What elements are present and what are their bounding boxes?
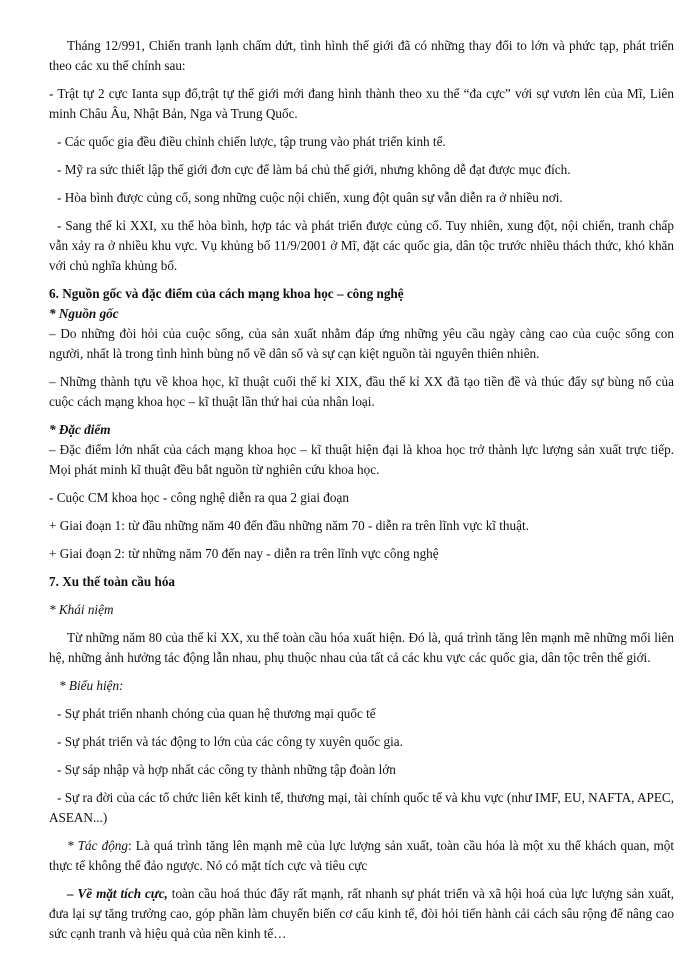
paragraph-intro: Tháng 12/991, Chiến tranh lạnh chấm dứt, tình hình thế giới đã có những thay đổi to lớn và phức tạp, phát triển theo các xu thế chính sau: xyxy=(49,38,674,73)
positive-text: toàn cầu hoá thúc đẩy rất mạnh, rất nhanh sự phát triển và xã hội hoá của lực lượng sản xuất, đưa lại sự tăng trưởng cao, góp phần làm chuyển biến cơ cấu kinh tế, đòi hỏi tiến hành cải cách sâu rộng để nâng cao sức cạnh tranh và hiệu quả của nền kinh tế… xyxy=(49,886,675,941)
manifest-item-2: - Sự phát triển và tác động to lớn của các công ty xuyên quốc gia. xyxy=(57,734,403,749)
manifest-label: * Biểu hiện: xyxy=(59,678,124,693)
origin-paragraph-2: – Những thành tựu về khoa học, kĩ thuật cuối thế kỉ XIX, đầu thế kỉ XX đã tạo tiền đề và thúc đẩy sự bùng nổ của cuộc cách mạng khoa học – kĩ thuật lần thứ hai của nhân loại. xyxy=(49,374,674,409)
stage-2: + Giai đoạn 2: từ những năm 70 đến nay - diễn ra trên lĩnh vực công nghệ xyxy=(49,546,439,561)
feature-label: * Đặc điểm xyxy=(49,422,111,437)
section-7-heading: 7. Xu thế toàn cầu hóa xyxy=(49,574,176,589)
paragraph-us-unipolar: - Mỹ ra sức thiết lập thế giới đơn cực để làm bá chủ thế giới, nhưng không dễ đạt được mục đích. xyxy=(57,162,571,177)
manifest-item-3: - Sự sáp nhập và hợp nhất các công ty thành những tập đoàn lớn xyxy=(57,762,396,777)
positive-paragraph xyxy=(49,884,674,944)
paragraph-peace: - Hòa bình được củng cố, song những cuộc nội chiến, xung đột quân sự vẫn diễn ra ở nhiều nơi. xyxy=(57,190,563,205)
impact-text: : Là quá trình tăng lên mạnh mẽ của lực lượng sản xuất, toàn cầu hóa là một xu thế khách quan, một thực tế không thể đảo ngược. Nó có mặt tích cực và tiêu cực xyxy=(49,838,675,873)
section-6-heading: 6. Nguồn gốc và đặc điểm của cách mạng khoa học – công nghệ xyxy=(49,286,404,301)
impact-paragraph xyxy=(49,836,674,876)
manifest-item-1: - Sự phát triển nhanh chóng của quan hệ thương mại quốc tế xyxy=(57,706,376,721)
paragraph-multipolar: - Trật tự 2 cực Ianta sụp đổ,trật tự thế giới mới đang hình thành theo xu thế “đa cực” với sự vươn lên của Mĩ, Liên minh Châu Âu, Nhật Bản, Nga và Trung Quốc. xyxy=(49,86,674,121)
paragraph-21st-century: - Sang thế kỉ XXI, xu thế hòa bình, hợp tác và phát triển được củng cố. Tuy nhiên, xung đột, nội chiến, tranh chấp vẫn xảy ra ở nhiều khu vực. Vụ khủng bố 11/9/2001 ở Mĩ, đặt các quốc gia, dân tộc trước nhiều thách thức, khó khăn với chủ nghĩa khủng bố. xyxy=(49,218,674,273)
paragraph-economy: - Các quốc gia đều điều chỉnh chiến lược, tập trung vào phát triển kinh tế. xyxy=(57,134,446,149)
concept-paragraph: Từ những năm 80 của thế kỉ XX, xu thế toàn cầu hóa xuất hiện. Đó là, quá trình tăng lên mạnh mẽ những mối liên hệ, những ảnh hưởng tác động lẫn nhau, phụ thuộc nhau của tất cả các khu vực các quốc gia, dân tộc trên thế giới. xyxy=(49,630,674,665)
feature-paragraph-1: – Đặc điểm lớn nhất của cách mạng khoa học – kĩ thuật hiện đại là khoa học trở thành lực lượng sản xuất trực tiếp. Mọi phát minh kĩ thuật đều bắt nguồn từ nghiên cứu khoa học. xyxy=(49,442,674,477)
concept-label: * Khái niệm xyxy=(49,602,114,617)
stage-1: + Giai đoạn 1: từ đầu những năm 40 đến đầu những năm 70 - diễn ra trên lĩnh vực kĩ thuật. xyxy=(49,518,529,533)
origin-label: * Nguồn gốc xyxy=(49,306,119,321)
impact-label: * Tác động xyxy=(67,838,128,853)
document-page xyxy=(49,36,674,944)
origin-paragraph-1: – Do những đòi hỏi của cuộc sống, của sản xuất nhằm đáp ứng những yêu cầu ngày càng cao của cuộc sống con người, nhất là trong tình hình bùng nổ về dân số và sự cạn kiệt nguồn tài nguyên thiên nhiên. xyxy=(49,326,674,361)
manifest-item-4: - Sự ra đời của các tổ chức liên kết kinh tế, thương mại, tài chính quốc tế và khu vực (như IMF, EU, NAFTA, APEC, ASEAN...) xyxy=(49,790,674,825)
positive-label: – Về mặt tích cực, xyxy=(67,886,168,901)
feature-paragraph-2: - Cuộc CM khoa học - công nghệ diễn ra qua 2 giai đoạn xyxy=(49,490,349,505)
